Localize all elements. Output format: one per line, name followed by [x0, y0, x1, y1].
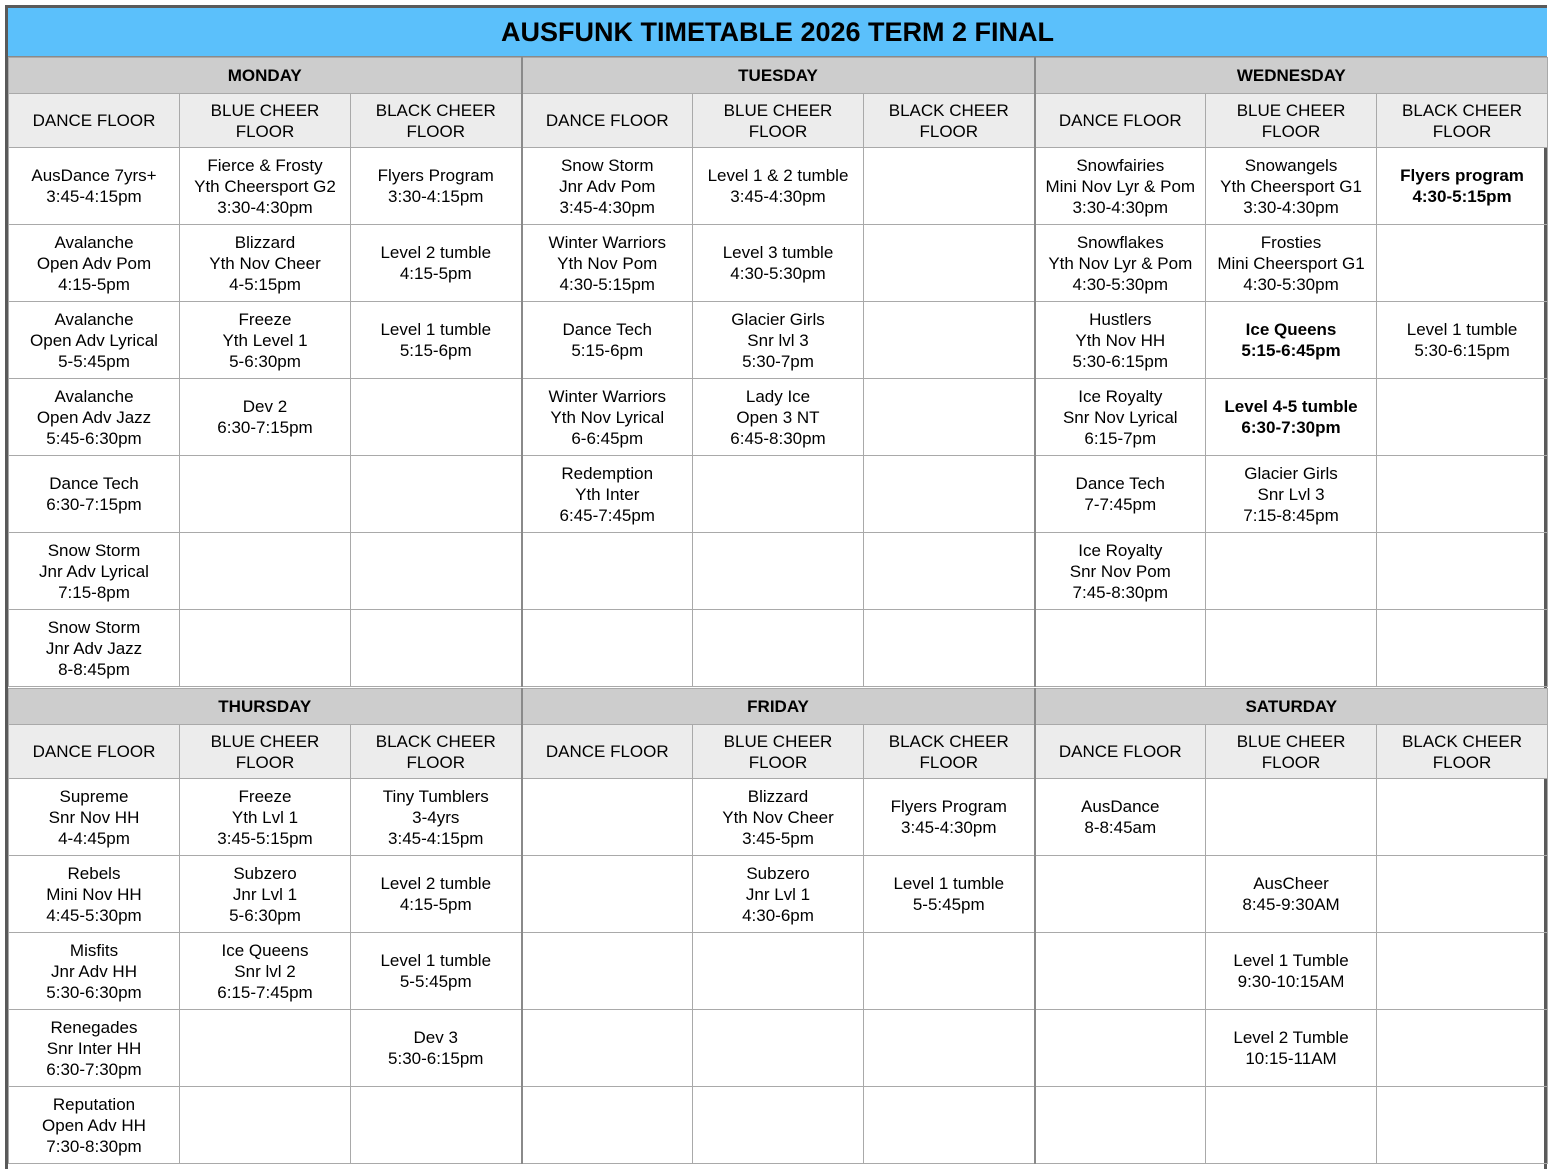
class-cell-line: Snowflakes — [1076, 232, 1164, 252]
class-cell-line: 3:30-4:30pm — [217, 197, 313, 217]
class-cell — [180, 933, 351, 1010]
page-title: AUSFUNK TIMETABLE 2026 TERM 2 FINAL — [8, 8, 1547, 57]
class-cell — [1377, 610, 1548, 687]
class-cell — [864, 148, 1035, 225]
class-cell-line: 5:30-6:15pm — [1072, 351, 1168, 371]
class-cell — [351, 1087, 522, 1164]
class-cell-line: Level 1 tumble — [1406, 320, 1518, 339]
floor-header: DANCE FLOOR — [9, 94, 180, 148]
class-cell-line: Level 2 tumble — [380, 243, 492, 262]
class-cell-line: Snr Nov HH — [48, 807, 140, 827]
class-cell-line: 6:45-8:30pm — [730, 428, 826, 448]
day-header-saturday: SATURDAY — [1035, 689, 1548, 725]
class-cell-line: Dev 3 — [413, 1028, 458, 1047]
class-cell-line: Snow Storm — [47, 617, 141, 637]
class-cell — [9, 933, 180, 1010]
class-cell — [693, 856, 864, 933]
floor-header: BLUE CHEER FLOOR — [1206, 725, 1377, 779]
class-cell — [693, 225, 864, 302]
class-cell-line: Yth Lvl 1 — [231, 807, 299, 827]
class-cell — [351, 302, 522, 379]
class-cell — [351, 148, 522, 225]
class-cell — [9, 856, 180, 933]
class-cell-line: 6:15-7pm — [1084, 428, 1157, 448]
class-cell-line: Level 2 Tumble — [1233, 1028, 1349, 1047]
class-cell — [180, 225, 351, 302]
class-cell-line: Open Adv Jazz — [36, 407, 152, 427]
class-cell — [693, 610, 864, 687]
class-cell-line: Flyers program — [1400, 166, 1524, 185]
class-cell-line: 3:45-4:30pm — [730, 187, 826, 206]
class-cell-line: 7:15-8pm — [58, 582, 130, 602]
class-cell — [1206, 533, 1377, 610]
class-cell-line: Avalanche — [54, 386, 134, 406]
class-cell-line: Freeze — [238, 309, 292, 329]
class-cell-line: 3:30-4:30pm — [1072, 197, 1168, 217]
class-cell — [351, 1010, 522, 1087]
class-cell-line: 6:45-7:45pm — [559, 505, 655, 525]
day-header-thursday: THURSDAY — [9, 689, 522, 725]
class-cell-line: 4:30-5:30pm — [1072, 274, 1168, 294]
class-cell-line: Yth Cheersport G1 — [1220, 176, 1362, 196]
class-cell-line: Tiny Tumblers — [382, 786, 489, 806]
class-cell-line: Glacier Girls — [731, 309, 825, 329]
class-cell-line: Ice Royalty — [1078, 540, 1163, 560]
class-cell-line: Blizzard — [234, 232, 296, 252]
class-cell-line: Yth Nov Cheer — [209, 253, 321, 273]
class-cell-line: Snr Inter HH — [46, 1038, 142, 1058]
class-cell-line: Open Adv HH — [42, 1115, 146, 1135]
class-cell — [864, 302, 1035, 379]
day-header-friday: FRIDAY — [522, 689, 1035, 725]
class-cell-line: 10:15-11AM — [1245, 1049, 1337, 1068]
class-cell-line: 7-7:45pm — [1084, 495, 1157, 514]
class-cell-line: Rebels — [67, 863, 121, 883]
class-cell — [1035, 379, 1206, 456]
class-cell — [693, 779, 864, 856]
class-cell — [522, 779, 693, 856]
class-cell — [180, 1087, 351, 1164]
class-cell-line: 3:45-4:30pm — [901, 818, 997, 837]
class-cell — [180, 379, 351, 456]
class-cell — [693, 1010, 864, 1087]
class-cell-line: Yth Nov Pom — [557, 253, 658, 273]
floor-header: DANCE FLOOR — [9, 725, 180, 779]
table-row — [9, 533, 1548, 610]
class-cell — [1206, 379, 1377, 456]
class-cell — [1206, 456, 1377, 533]
class-cell-line: 3-4yrs — [412, 807, 460, 827]
class-cell-line: Snr Nov Pom — [1069, 561, 1171, 581]
table-row — [9, 610, 1548, 687]
floor-header: BLACK CHEER FLOOR — [351, 725, 522, 779]
class-cell-line: Freeze — [238, 786, 292, 806]
floor-header: DANCE FLOOR — [522, 725, 693, 779]
table-row — [9, 302, 1548, 379]
class-cell — [1206, 610, 1377, 687]
class-cell-line: 3:45-5pm — [742, 828, 814, 848]
class-cell-line: 5:15-6pm — [571, 341, 644, 360]
class-cell-line: Renegades — [50, 1017, 138, 1037]
class-cell — [1035, 1087, 1206, 1164]
class-cell-line: Jnr Adv Lyrical — [39, 561, 149, 581]
class-cell — [522, 379, 693, 456]
class-cell-line: Flyers Program — [377, 166, 494, 185]
class-cell-line: Level 1 tumble — [380, 320, 492, 339]
class-cell — [1377, 302, 1548, 379]
day-header-wednesday: WEDNESDAY — [1035, 58, 1548, 94]
class-cell — [1035, 148, 1206, 225]
class-cell — [1377, 148, 1548, 225]
class-cell — [1035, 610, 1206, 687]
class-cell — [864, 1010, 1035, 1087]
class-cell — [1377, 779, 1548, 856]
class-cell — [1035, 302, 1206, 379]
class-cell-line: 4:30-5:15pm — [1412, 187, 1512, 206]
class-cell-line: Snr lvl 2 — [234, 961, 296, 981]
class-cell-line: 4:30-6pm — [742, 905, 814, 925]
class-cell-line: Blizzard — [747, 786, 809, 806]
class-cell — [1377, 379, 1548, 456]
class-cell-line: 4:30-5:30pm — [730, 264, 826, 283]
class-cell-line: Dev 2 — [242, 397, 288, 416]
class-cell-line: Snr Lvl 3 — [1257, 484, 1325, 504]
floor-header: BLACK CHEER FLOOR — [1377, 725, 1548, 779]
class-cell — [522, 533, 693, 610]
class-cell-line: 4:30-5:30pm — [1243, 274, 1339, 294]
class-cell — [1035, 933, 1206, 1010]
class-cell — [180, 1010, 351, 1087]
class-cell-line: Snow Storm — [47, 540, 141, 560]
class-cell — [1206, 1010, 1377, 1087]
class-cell — [1377, 1087, 1548, 1164]
class-cell-line: Open Adv Pom — [36, 253, 152, 273]
class-cell-line: Avalanche — [54, 232, 134, 252]
table-row — [9, 856, 1548, 933]
class-cell-line: Level 1 tumble — [380, 951, 492, 970]
class-cell-line: 6:30-7:30pm — [46, 1059, 142, 1079]
class-cell-line: Level 1 tumble — [893, 874, 1005, 893]
class-cell-line: Open 3 NT — [736, 407, 820, 427]
class-cell-line: Misfits — [69, 940, 119, 960]
class-cell — [351, 779, 522, 856]
table-row — [9, 148, 1548, 225]
class-cell — [522, 148, 693, 225]
class-cell-line: 8-8:45pm — [58, 659, 130, 679]
class-cell — [693, 933, 864, 1010]
class-cell-line: 7:45-8:30pm — [1072, 582, 1168, 602]
class-cell — [522, 856, 693, 933]
class-cell-line: Avalanche — [54, 309, 134, 329]
class-cell — [522, 456, 693, 533]
class-cell-line: Hustlers — [1089, 309, 1152, 329]
class-cell-line: 7:15-8:45pm — [1243, 505, 1339, 525]
class-cell — [1377, 933, 1548, 1010]
class-cell — [1377, 1010, 1548, 1087]
class-cell — [351, 456, 522, 533]
class-cell — [9, 779, 180, 856]
class-cell — [351, 610, 522, 687]
class-cell-line: AusCheer — [1253, 874, 1329, 893]
class-cell — [9, 148, 180, 225]
class-cell — [1377, 456, 1548, 533]
floor-header: BLACK CHEER FLOOR — [864, 94, 1035, 148]
class-cell — [1035, 456, 1206, 533]
class-cell-line: Redemption — [561, 463, 654, 483]
floor-header: DANCE FLOOR — [1035, 94, 1206, 148]
class-cell — [180, 456, 351, 533]
class-cell-line: 5:30-6:30pm — [46, 982, 142, 1002]
class-cell — [9, 456, 180, 533]
class-cell-line: 3:30-4:30pm — [1243, 197, 1339, 217]
floor-header: BLUE CHEER FLOOR — [693, 94, 864, 148]
class-cell-line: Level 1 & 2 tumble — [707, 166, 849, 185]
class-cell — [180, 148, 351, 225]
class-cell — [1377, 533, 1548, 610]
class-cell — [180, 856, 351, 933]
class-cell-line: 4:30-5:15pm — [559, 274, 655, 294]
class-cell-line: 3:45-4:15pm — [46, 187, 142, 206]
class-cell-line: Snr lvl 3 — [747, 330, 809, 350]
class-cell — [1206, 856, 1377, 933]
class-cell — [9, 533, 180, 610]
class-cell-line: Supreme — [59, 786, 129, 806]
class-cell-line: 3:45-5:15pm — [217, 828, 313, 848]
class-cell-line: 4:15-5pm — [399, 264, 472, 283]
floor-header: BLUE CHEER FLOOR — [693, 725, 864, 779]
class-cell — [9, 379, 180, 456]
class-cell-line: 5-5:45pm — [58, 351, 130, 371]
class-cell — [693, 456, 864, 533]
class-cell-line: 4:45-5:30pm — [46, 905, 142, 925]
class-cell — [693, 1087, 864, 1164]
class-cell-line: 3:45-4:15pm — [388, 828, 484, 848]
class-cell-line: 6:30-7:30pm — [1241, 418, 1341, 437]
class-cell-line: 5-6:30pm — [229, 351, 301, 371]
class-cell-line: Level 2 tumble — [380, 874, 492, 893]
class-cell-line: Mini Nov Lyr & Pom — [1045, 176, 1196, 196]
table-row — [9, 379, 1548, 456]
class-cell — [351, 933, 522, 1010]
class-cell-line: 9:30-10:15AM — [1237, 972, 1345, 991]
class-cell — [522, 225, 693, 302]
class-cell-line: 7:30-8:30pm — [46, 1136, 142, 1156]
class-cell — [1206, 779, 1377, 856]
class-cell — [864, 456, 1035, 533]
class-cell-line: Reputation — [52, 1094, 136, 1114]
class-cell — [693, 148, 864, 225]
class-cell-line: 6:30-7:15pm — [217, 418, 313, 437]
class-cell — [180, 302, 351, 379]
class-cell — [1206, 148, 1377, 225]
class-cell-line: Yth Nov Lyrical — [550, 407, 665, 427]
class-cell — [1035, 1010, 1206, 1087]
class-cell-line: Winter Warriors — [548, 232, 666, 252]
class-cell-line: Ice Queens — [221, 940, 309, 960]
class-cell-line: Glacier Girls — [1244, 463, 1338, 483]
class-cell — [9, 610, 180, 687]
day-header-monday: MONDAY — [9, 58, 522, 94]
class-cell — [9, 1010, 180, 1087]
class-cell-line: Yth Nov HH — [1075, 330, 1166, 350]
class-cell-line: 5:45-6:30pm — [46, 428, 142, 448]
class-cell-line: Snowangels — [1244, 155, 1338, 175]
class-cell-line: Mini Cheersport G1 — [1217, 253, 1365, 273]
class-cell-line: Frosties — [1260, 232, 1322, 252]
class-cell-line: AusDance — [1081, 797, 1160, 816]
class-cell-line: 5:30-6:15pm — [388, 1049, 484, 1068]
class-cell-line: Ice Queens — [1245, 320, 1337, 339]
class-cell-line: 3:30-4:15pm — [388, 187, 484, 206]
class-cell — [693, 379, 864, 456]
table-row — [9, 1087, 1548, 1164]
class-cell — [351, 533, 522, 610]
class-cell-line: 5:15-6:45pm — [1241, 341, 1341, 360]
class-cell-line: Yth Nov Lyr & Pom — [1048, 253, 1193, 273]
class-cell-line: Snowfairies — [1076, 155, 1165, 175]
table-row — [9, 1010, 1548, 1087]
class-cell — [864, 856, 1035, 933]
class-cell — [864, 779, 1035, 856]
class-cell-line: Subzero — [746, 863, 810, 883]
class-cell — [180, 779, 351, 856]
class-cell-line: Subzero — [233, 863, 297, 883]
class-cell-line: Yth Inter — [575, 484, 640, 504]
floor-header: BLUE CHEER FLOOR — [180, 94, 351, 148]
class-cell — [1206, 225, 1377, 302]
class-cell-line: Level 4-5 tumble — [1224, 397, 1358, 416]
class-cell — [1035, 856, 1206, 933]
class-cell — [522, 302, 693, 379]
class-cell-line: Lady Ice — [745, 386, 811, 406]
class-cell — [864, 225, 1035, 302]
class-cell — [522, 933, 693, 1010]
class-cell — [864, 379, 1035, 456]
class-cell-line: Fierce & Frosty — [207, 155, 323, 175]
timetable-top-section — [8, 57, 1548, 687]
class-cell-line: Yth Nov Cheer — [722, 807, 834, 827]
class-cell — [1206, 933, 1377, 1010]
class-cell-line: Dance Tech — [49, 474, 139, 493]
class-cell-line: 6:30-7:15pm — [46, 495, 142, 514]
floor-header: BLACK CHEER FLOOR — [864, 725, 1035, 779]
class-cell — [1206, 302, 1377, 379]
class-cell — [1035, 225, 1206, 302]
class-cell — [693, 302, 864, 379]
class-cell-line: Snr Nov Lyrical — [1062, 407, 1178, 427]
class-cell — [9, 302, 180, 379]
class-cell-line: 8:45-9:30AM — [1242, 895, 1340, 914]
class-cell-line: 6-6:45pm — [571, 428, 644, 448]
class-cell-line: Dance Tech — [562, 320, 652, 339]
class-cell — [864, 610, 1035, 687]
class-cell-line: Dance Tech — [1075, 474, 1166, 493]
timetable-bottom-section — [8, 688, 1548, 1164]
class-cell — [9, 225, 180, 302]
class-cell-line: 4:15-5pm — [58, 274, 130, 294]
class-cell-line: Winter Warriors — [548, 386, 666, 406]
class-cell-line: Snow Storm — [560, 155, 654, 175]
table-row — [9, 779, 1548, 856]
floor-header: DANCE FLOOR — [522, 94, 693, 148]
class-cell — [180, 610, 351, 687]
class-cell-line: Flyers Program — [890, 797, 1007, 816]
class-cell-line: Jnr Adv Pom — [559, 176, 656, 196]
class-cell-line: 5:30-7pm — [742, 351, 814, 371]
class-cell — [1377, 225, 1548, 302]
class-cell — [1377, 856, 1548, 933]
class-cell-line: AusDance 7yrs+ — [31, 166, 157, 185]
class-cell — [351, 856, 522, 933]
class-cell — [351, 379, 522, 456]
table-row — [9, 933, 1548, 1010]
floor-header: BLACK CHEER FLOOR — [351, 94, 522, 148]
class-cell — [864, 533, 1035, 610]
class-cell-line: 8-8:45am — [1084, 818, 1157, 837]
class-cell — [9, 1087, 180, 1164]
floor-header: BLUE CHEER FLOOR — [1206, 94, 1377, 148]
floor-header: BLACK CHEER FLOOR — [1377, 94, 1548, 148]
floor-header: BLUE CHEER FLOOR — [180, 725, 351, 779]
class-cell — [864, 933, 1035, 1010]
class-cell — [180, 533, 351, 610]
class-cell-line: 6:15-7:45pm — [217, 982, 313, 1002]
class-cell-line: Open Adv Lyrical — [30, 330, 158, 350]
class-cell-line: 5-6:30pm — [229, 905, 301, 925]
class-cell — [693, 533, 864, 610]
class-cell-line: Level 1 Tumble — [1233, 951, 1349, 970]
class-cell-line: Jnr Lvl 1 — [745, 884, 811, 904]
class-cell — [522, 1010, 693, 1087]
class-cell — [864, 1087, 1035, 1164]
class-cell-line: Ice Royalty — [1078, 386, 1163, 406]
class-cell — [522, 1087, 693, 1164]
table-row — [9, 456, 1548, 533]
class-cell-line: Yth Level 1 — [222, 330, 308, 350]
class-cell-line: 5-5:45pm — [399, 972, 472, 991]
class-cell-line: Yth Cheersport G2 — [194, 176, 336, 196]
class-cell-line: 5-5:45pm — [912, 895, 985, 914]
class-cell-line: 4:15-5pm — [399, 895, 472, 914]
floor-header: DANCE FLOOR — [1035, 725, 1206, 779]
class-cell — [522, 610, 693, 687]
class-cell — [1035, 533, 1206, 610]
class-cell-line: 4-5:15pm — [229, 274, 301, 294]
day-header-tuesday: TUESDAY — [522, 58, 1035, 94]
class-cell-line: Jnr Adv HH — [51, 961, 137, 981]
class-cell-line: 3:45-4:30pm — [559, 197, 655, 217]
class-cell-line: Level 3 tumble — [722, 243, 834, 262]
class-cell-line: 4-4:45pm — [58, 828, 130, 848]
class-cell-line: Mini Nov HH — [46, 884, 142, 904]
class-cell-line: Jnr Adv Jazz — [45, 638, 143, 658]
class-cell-line: 5:15-6pm — [399, 341, 472, 360]
class-cell — [1206, 1087, 1377, 1164]
class-cell-line: Jnr Lvl 1 — [232, 884, 298, 904]
class-cell — [351, 225, 522, 302]
class-cell — [1035, 779, 1206, 856]
class-cell-line: 5:30-6:15pm — [1414, 341, 1510, 360]
table-row — [9, 225, 1548, 302]
